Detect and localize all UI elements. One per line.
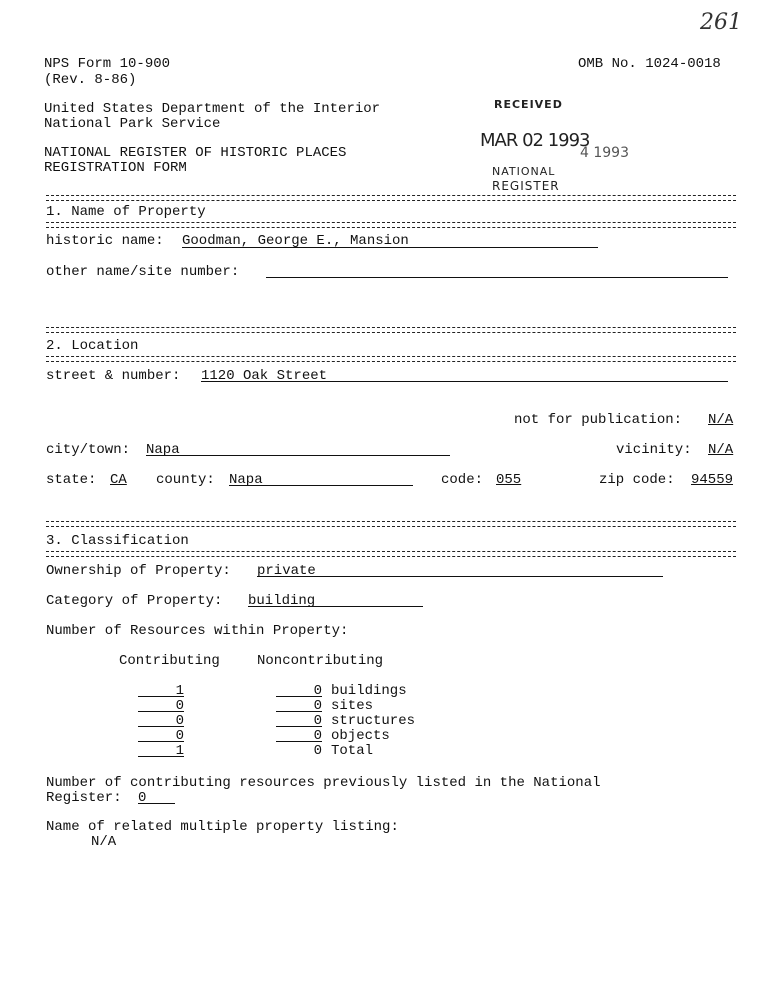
- state-label: state:: [46, 472, 97, 488]
- section-separator: [46, 356, 736, 362]
- ownership-line: [257, 576, 663, 577]
- count-line: [276, 741, 322, 742]
- contributing-count: 0: [175, 713, 184, 729]
- count-line: [138, 741, 184, 742]
- stamp-register: REGISTER: [492, 179, 560, 193]
- resources-label: Number of Resources within Property:: [46, 623, 349, 639]
- noncontributing-count: 0: [313, 713, 322, 729]
- form-subtitle: REGISTRATION FORM: [44, 160, 187, 176]
- county-line: [229, 485, 413, 486]
- state-value: CA: [110, 472, 127, 488]
- zip-value: 94559: [691, 472, 734, 488]
- form-number: NPS Form 10-900: [44, 56, 171, 72]
- form-revision: (Rev. 8-86): [44, 72, 137, 88]
- noncontributing-total: 0: [313, 743, 322, 759]
- count-line: [138, 726, 184, 727]
- city-value: Napa: [146, 442, 180, 458]
- not-for-publication-value: N/A: [708, 412, 734, 428]
- stamp-date-overprint: 4 1993: [580, 145, 629, 161]
- count-line: [138, 696, 184, 697]
- noncontributing-count: 0: [313, 728, 322, 744]
- section-separator: [46, 222, 736, 228]
- stamp-national: NATIONAL: [492, 165, 556, 178]
- ownership-label: Ownership of Property:: [46, 563, 231, 579]
- noncontributing-count: 0: [313, 683, 322, 699]
- vicinity-label: vicinity:: [616, 442, 692, 458]
- zip-label: zip code:: [599, 472, 675, 488]
- other-name-label: other name/site number:: [46, 264, 240, 280]
- count-line: [138, 756, 184, 757]
- form-title: NATIONAL REGISTER OF HISTORIC PLACES: [44, 145, 347, 161]
- section-3-heading: 3. Classification: [46, 533, 189, 549]
- resource-type: structures: [331, 713, 416, 729]
- resource-type: sites: [331, 698, 374, 714]
- section-2-heading: 2. Location: [46, 338, 139, 354]
- city-label: city/town:: [46, 442, 131, 458]
- section-1-heading: 1. Name of Property: [46, 204, 206, 220]
- count-line: [138, 711, 184, 712]
- resource-type: Total: [331, 743, 374, 759]
- street-line: [201, 381, 728, 382]
- street-value: 1120 Oak Street: [201, 368, 328, 384]
- ownership-value: private: [257, 563, 316, 579]
- vicinity-value: N/A: [708, 442, 734, 458]
- prev-listed-text: Number of contributing resources previously listed in the National: [46, 775, 601, 791]
- contributing-total: 1: [175, 743, 184, 759]
- section-separator: [46, 521, 736, 527]
- agency: National Park Service: [44, 116, 221, 132]
- county-value: Napa: [229, 472, 263, 488]
- count-line: [276, 711, 322, 712]
- prev-listed-line: [138, 803, 175, 804]
- category-value: building: [248, 593, 316, 609]
- stamp-date: MAR 02 1993: [480, 130, 590, 151]
- count-line: [276, 726, 322, 727]
- code-value: 055: [496, 472, 522, 488]
- department: United States Department of the Interior: [44, 101, 381, 117]
- other-name-line: [266, 277, 728, 278]
- code-label: code:: [441, 472, 484, 488]
- contributing-count: 0: [175, 698, 184, 714]
- col-contributing: Contributing: [119, 653, 220, 669]
- resource-type: objects: [331, 728, 390, 744]
- multiple-listing-value: N/A: [91, 834, 117, 850]
- county-label: county:: [156, 472, 215, 488]
- resource-type: buildings: [331, 683, 407, 699]
- noncontributing-count: 0: [313, 698, 322, 714]
- count-line: [276, 696, 322, 697]
- received-stamp: RECEIVED: [494, 98, 563, 111]
- contributing-count: 1: [175, 683, 184, 699]
- prev-listed-label: Register:: [46, 790, 122, 806]
- prev-listed-value: 0: [138, 790, 147, 806]
- omb-number: OMB No. 1024-0018: [578, 56, 721, 72]
- historic-name-value: Goodman, George E., Mansion: [182, 233, 409, 249]
- category-line: [248, 606, 423, 607]
- category-label: Category of Property:: [46, 593, 223, 609]
- section-separator: [46, 551, 736, 557]
- contributing-count: 0: [175, 728, 184, 744]
- not-for-publication-label: not for publication:: [514, 412, 683, 428]
- historic-name-line: [182, 247, 598, 248]
- col-noncontributing: Noncontributing: [257, 653, 384, 669]
- historic-name-label: historic name:: [46, 233, 164, 249]
- street-label: street & number:: [46, 368, 181, 384]
- handwritten-note: 261: [700, 10, 742, 35]
- section-separator: [46, 327, 736, 333]
- city-line: [146, 455, 450, 456]
- multiple-listing-label: Name of related multiple property listing:: [46, 819, 399, 835]
- section-separator: [46, 195, 736, 201]
